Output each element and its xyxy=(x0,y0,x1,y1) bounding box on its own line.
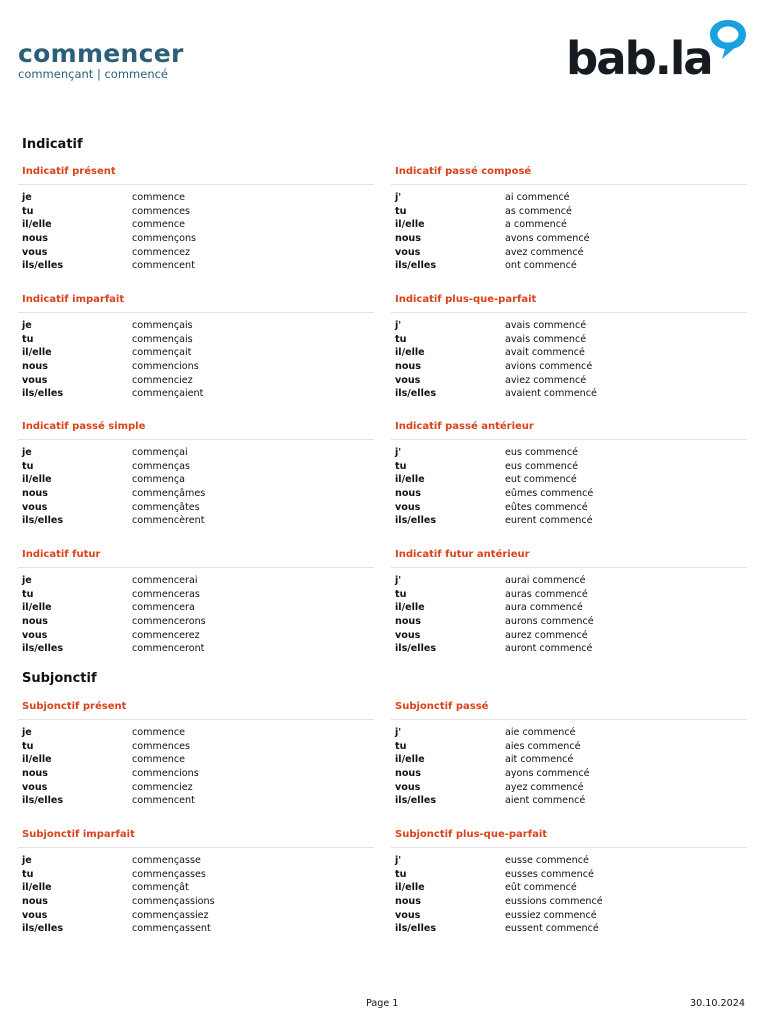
conjugation-row xyxy=(22,615,374,629)
pronoun: il/elle xyxy=(22,347,52,359)
conjugation-row xyxy=(395,446,747,460)
pronoun: tu xyxy=(22,205,34,217)
conjugation-row xyxy=(22,487,374,501)
divider xyxy=(391,847,747,848)
pronoun: tu xyxy=(22,333,34,345)
verb-participles: commençant | commencé xyxy=(18,67,169,81)
pronoun: tu xyxy=(395,333,407,345)
pronoun: vous xyxy=(395,501,421,513)
verb-form: eût commencé xyxy=(505,882,577,894)
conjugation-row xyxy=(22,726,374,740)
conjugation-row xyxy=(22,753,374,767)
pronoun: vous xyxy=(22,909,48,921)
verb-form: commencent xyxy=(132,260,195,272)
pronoun: je xyxy=(22,447,32,458)
conjugation-row xyxy=(22,881,374,895)
pronoun: il/elle xyxy=(395,754,425,766)
pronoun: je xyxy=(22,575,32,586)
pronoun: vous xyxy=(22,501,48,513)
conjugation-row xyxy=(395,205,747,219)
conjugation-row xyxy=(395,629,747,643)
pronoun: ils/elles xyxy=(395,795,437,807)
verb-form: avais commencé xyxy=(505,320,587,331)
divider xyxy=(18,439,374,440)
conjugation-row xyxy=(22,473,374,487)
verb-form: commences xyxy=(132,205,190,217)
pronoun: ils/elles xyxy=(395,260,437,272)
verb-form: aies commencé xyxy=(505,740,581,752)
conjugation-row xyxy=(22,374,374,388)
pronoun: nous xyxy=(22,233,48,245)
tense-title: Indicatif passé simple xyxy=(22,421,146,432)
pronoun: il/elle xyxy=(395,474,425,486)
divider xyxy=(18,312,374,313)
verb-form: commenças xyxy=(132,460,190,472)
conjugation-row xyxy=(395,588,747,602)
pronoun: vous xyxy=(22,781,48,793)
pronoun: tu xyxy=(395,460,407,472)
verb-form: commençait xyxy=(132,347,192,359)
tense-block xyxy=(22,700,374,808)
verb-title: commencer xyxy=(18,39,184,68)
pronoun: tu xyxy=(22,740,34,752)
pronoun: vous xyxy=(395,781,421,793)
conjugation-row xyxy=(395,642,747,656)
conjugation-row xyxy=(395,246,747,260)
conjugation-row xyxy=(22,629,374,643)
verb-form: commencèrent xyxy=(132,515,205,527)
pronoun: ils/elles xyxy=(22,515,64,527)
verb-form: commençâtes xyxy=(132,501,200,513)
tense-title: Subjonctif plus-que-parfait xyxy=(395,829,548,840)
verb-form: eussions commencé xyxy=(505,896,603,908)
conjugation-row xyxy=(22,781,374,795)
verb-form: aurons commencé xyxy=(505,616,594,628)
verb-form: ayez commencé xyxy=(505,781,584,793)
conjugation-row xyxy=(395,753,747,767)
verb-form: commençais xyxy=(132,333,193,345)
pronoun: nous xyxy=(22,768,48,780)
pronoun: nous xyxy=(395,361,421,373)
conjugation-row xyxy=(395,781,747,795)
verb-form: commenceras xyxy=(132,588,200,600)
conjugation-row xyxy=(22,601,374,615)
conjugation-row xyxy=(22,740,374,754)
verb-form: commencerez xyxy=(132,629,200,641)
conjugation-row xyxy=(22,642,374,656)
pronoun: ils/elles xyxy=(22,795,64,807)
conjugation-row xyxy=(22,922,374,936)
conjugation-row xyxy=(395,473,747,487)
pronoun: vous xyxy=(395,909,421,921)
pronoun: ils/elles xyxy=(395,643,437,655)
verb-header xyxy=(18,40,184,81)
verb-form: commencez xyxy=(132,246,191,258)
pronoun: je xyxy=(22,192,32,203)
pronoun: vous xyxy=(395,374,421,386)
pronoun: tu xyxy=(395,588,407,600)
verb-form: eûtes commencé xyxy=(505,501,588,513)
conjugation-row xyxy=(395,259,747,273)
conjugation-row xyxy=(395,346,747,360)
verb-form: aurez commencé xyxy=(505,629,588,641)
tense-title: Subjonctif imparfait xyxy=(22,829,135,840)
verb-form: commençasse xyxy=(132,855,201,866)
conjugation-row xyxy=(395,460,747,474)
pronoun: il/elle xyxy=(22,754,52,766)
verb-form: eusses commencé xyxy=(505,868,594,880)
conjugation-row xyxy=(22,868,374,882)
pronoun: je xyxy=(22,320,32,331)
verb-form: commencent xyxy=(132,795,195,807)
verb-form: a commencé xyxy=(505,219,567,231)
verb-form: eussent commencé xyxy=(505,923,599,935)
conjugation-row xyxy=(395,387,747,401)
pronoun: nous xyxy=(395,616,421,628)
pronoun: il/elle xyxy=(22,219,52,231)
conjugation-row xyxy=(395,319,747,333)
verb-form: ayons commencé xyxy=(505,768,590,780)
verb-form: commencions xyxy=(132,768,199,780)
tense-title: Indicatif futur antérieur xyxy=(395,549,530,560)
pronoun: nous xyxy=(22,896,48,908)
pronoun: nous xyxy=(395,488,421,500)
verb-form: commence xyxy=(132,192,185,203)
pronoun: vous xyxy=(22,374,48,386)
pronoun: nous xyxy=(22,361,48,373)
babla-logo xyxy=(566,16,752,85)
divider xyxy=(18,184,374,185)
pronoun: ils/elles xyxy=(395,388,437,400)
pronoun: je xyxy=(22,727,32,738)
conjugation-row xyxy=(395,374,747,388)
pronoun: j' xyxy=(395,192,402,203)
verb-form: ai commencé xyxy=(505,192,570,203)
verb-form: aient commencé xyxy=(505,795,586,807)
pronoun: ils/elles xyxy=(22,643,64,655)
verb-form: commençais xyxy=(132,320,193,331)
conjugation-row xyxy=(395,514,747,528)
conjugation-row xyxy=(22,319,374,333)
conjugation-row xyxy=(395,574,747,588)
verb-form: aurai commencé xyxy=(505,575,586,586)
pronoun: j' xyxy=(395,575,402,586)
tense-block xyxy=(22,293,374,401)
verb-form: commençassiez xyxy=(132,909,209,921)
conjugation-row xyxy=(22,387,374,401)
verb-form: avaient commencé xyxy=(505,388,597,400)
tense-title: Subjonctif présent xyxy=(22,701,127,712)
page-number: Page 1 xyxy=(366,998,399,1009)
verb-form: avait commencé xyxy=(505,347,585,359)
tense-block xyxy=(395,700,747,808)
conjugation-row xyxy=(395,767,747,781)
verb-form: commencerai xyxy=(132,575,198,586)
pronoun: tu xyxy=(22,460,34,472)
conjugation-row xyxy=(22,232,374,246)
divider xyxy=(391,184,747,185)
tense-block xyxy=(22,420,374,528)
verb-form: commençai xyxy=(132,447,188,458)
verb-form: aviez commencé xyxy=(505,374,587,386)
conjugation-row xyxy=(395,487,747,501)
conjugation-row xyxy=(22,895,374,909)
conjugation-row xyxy=(395,360,747,374)
conjugation-row xyxy=(22,218,374,232)
pronoun: tu xyxy=(395,740,407,752)
conjugation-row xyxy=(395,501,747,515)
conjugation-row xyxy=(395,895,747,909)
verb-form: commence xyxy=(132,754,185,766)
conjugation-row xyxy=(22,767,374,781)
conjugation-row xyxy=(395,726,747,740)
pronoun: vous xyxy=(395,629,421,641)
verb-form: avais commencé xyxy=(505,333,587,345)
tense-block xyxy=(22,828,374,936)
verb-form: avons commencé xyxy=(505,233,590,245)
verb-form: aura commencé xyxy=(505,602,583,614)
tense-block xyxy=(395,828,747,936)
tense-title: Indicatif imparfait xyxy=(22,294,125,305)
pronoun: ils/elles xyxy=(395,515,437,527)
pronoun: vous xyxy=(395,246,421,258)
conjugation-row xyxy=(395,854,747,868)
verb-form: commencera xyxy=(132,602,195,614)
tense-title: Indicatif passé composé xyxy=(395,166,532,177)
conjugation-row xyxy=(22,460,374,474)
verb-form: auront commencé xyxy=(505,643,593,655)
pronoun: j' xyxy=(395,447,402,458)
conjugation-row xyxy=(395,868,747,882)
print-date: 30.10.2024 xyxy=(690,998,745,1009)
verb-form: eus commencé xyxy=(505,447,579,458)
mood-heading-indicatif: Indicatif xyxy=(22,137,83,152)
verb-form: commenciez xyxy=(132,374,193,386)
conjugation-row xyxy=(22,909,374,923)
conjugation-row xyxy=(395,601,747,615)
verb-form: eussiez commencé xyxy=(505,909,597,921)
conjugation-row xyxy=(22,501,374,515)
verb-form: commences xyxy=(132,740,190,752)
pronoun: tu xyxy=(395,205,407,217)
verb-form: avez commencé xyxy=(505,246,584,258)
conjugation-row xyxy=(22,346,374,360)
tense-block xyxy=(22,165,374,273)
conjugation-row xyxy=(395,615,747,629)
pronoun: il/elle xyxy=(395,602,425,614)
tense-block xyxy=(395,293,747,401)
conjugation-row xyxy=(395,909,747,923)
pronoun: vous xyxy=(22,246,48,258)
verb-form: commençâmes xyxy=(132,488,206,500)
conjugation-row xyxy=(22,205,374,219)
verb-form: commençasses xyxy=(132,868,206,880)
pronoun: tu xyxy=(22,588,34,600)
pronoun: il/elle xyxy=(395,882,425,894)
conjugation-row xyxy=(22,246,374,260)
divider xyxy=(391,439,747,440)
verb-form: eurent commencé xyxy=(505,515,593,527)
verb-form: commençassent xyxy=(132,923,211,935)
tense-title: Indicatif passé antérieur xyxy=(395,421,534,432)
verb-form: eus commencé xyxy=(505,460,579,472)
conjugation-row xyxy=(22,514,374,528)
conjugation-row xyxy=(22,259,374,273)
verb-form: ont commencé xyxy=(505,260,577,272)
speech-bubble-icon xyxy=(705,16,751,62)
pronoun: ils/elles xyxy=(22,388,64,400)
pronoun: il/elle xyxy=(395,219,425,231)
verb-form: as commencé xyxy=(505,205,572,217)
verb-form: aie commencé xyxy=(505,727,576,738)
pronoun: tu xyxy=(22,868,34,880)
pronoun: vous xyxy=(22,629,48,641)
conjugation-row xyxy=(22,333,374,347)
verb-form: commence xyxy=(132,219,185,231)
tense-block xyxy=(395,165,747,273)
pronoun: nous xyxy=(395,896,421,908)
verb-form: commence xyxy=(132,727,185,738)
pronoun: il/elle xyxy=(395,347,425,359)
pronoun: il/elle xyxy=(22,602,52,614)
verb-form: commençât xyxy=(132,882,189,894)
verb-form: avions commencé xyxy=(505,361,593,373)
verb-form: commençons xyxy=(132,233,197,245)
verb-form: ait commencé xyxy=(505,754,574,766)
verb-form: commenciez xyxy=(132,781,193,793)
pronoun: il/elle xyxy=(22,882,52,894)
pronoun: tu xyxy=(395,868,407,880)
divider xyxy=(391,719,747,720)
tense-block xyxy=(22,548,374,656)
pronoun: j' xyxy=(395,727,402,738)
conjugation-row xyxy=(395,881,747,895)
pronoun: nous xyxy=(22,488,48,500)
divider xyxy=(391,312,747,313)
verb-form: commencions xyxy=(132,361,199,373)
divider xyxy=(18,567,374,568)
verb-form: commençaient xyxy=(132,388,204,400)
logo-wordmark: bab.la xyxy=(566,32,712,85)
conjugation-row xyxy=(22,191,374,205)
verb-form: commença xyxy=(132,474,185,486)
tense-title: Indicatif présent xyxy=(22,166,116,177)
pronoun: ils/elles xyxy=(22,923,64,935)
conjugation-row xyxy=(395,794,747,808)
pronoun: j' xyxy=(395,320,402,331)
conjugation-row xyxy=(395,191,747,205)
tense-block xyxy=(395,548,747,656)
pronoun: je xyxy=(22,855,32,866)
conjugation-row xyxy=(22,794,374,808)
conjugation-row xyxy=(395,740,747,754)
conjugation-row xyxy=(395,922,747,936)
tense-title: Indicatif plus-que-parfait xyxy=(395,294,537,305)
conjugation-row xyxy=(22,588,374,602)
tense-block xyxy=(395,420,747,528)
conjugation-row xyxy=(22,360,374,374)
verb-form: commenceront xyxy=(132,643,205,655)
conjugation-row xyxy=(22,854,374,868)
verb-form: commencerons xyxy=(132,616,206,628)
verb-form: eusse commencé xyxy=(505,855,589,866)
verb-form: eut commencé xyxy=(505,474,577,486)
pronoun: nous xyxy=(395,768,421,780)
conjugation-row xyxy=(395,232,747,246)
conjugation-row xyxy=(22,574,374,588)
pronoun: il/elle xyxy=(22,474,52,486)
divider xyxy=(391,567,747,568)
divider xyxy=(18,719,374,720)
tense-title: Indicatif futur xyxy=(22,549,101,560)
pronoun: ils/elles xyxy=(395,923,437,935)
mood-heading-subjonctif: Subjonctif xyxy=(22,671,97,686)
divider xyxy=(18,847,374,848)
pronoun: nous xyxy=(22,616,48,628)
pronoun: nous xyxy=(395,233,421,245)
verb-form: auras commencé xyxy=(505,588,588,600)
pronoun: j' xyxy=(395,855,402,866)
conjugation-row xyxy=(22,446,374,460)
verb-form: commençassions xyxy=(132,896,215,908)
pronoun: ils/elles xyxy=(22,260,64,272)
verb-form: eûmes commencé xyxy=(505,488,594,500)
conjugation-row xyxy=(395,333,747,347)
conjugation-row xyxy=(395,218,747,232)
tense-title: Subjonctif passé xyxy=(395,701,489,712)
